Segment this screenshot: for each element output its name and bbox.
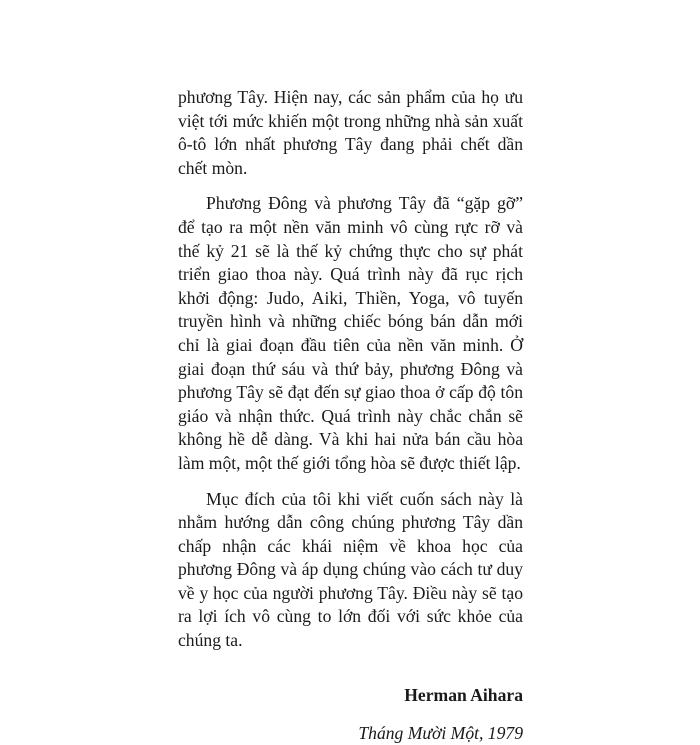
document-page: [178, 86, 523, 745]
author-signature: Herman Aihara: [404, 684, 523, 705]
paragraph-2: Phương Đông và phương Tây đã “gặp gỡ” để tạo ra một nền văn minh vô cùng rực rỡ và thế kỷ 21 sẽ là thế kỷ chứng thực cho sự phát triển giao thoa này. Quá trình này đã rục rịch khởi động: Judo, Aiki, Thiền, Yoga, vô tuyến truyền hình và những chiếc bóng bán dẫn mới chỉ là giai đoạn đầu tiên của nền văn minh. Ở giai đoạn thứ sáu và thứ bảy, phương Đông và phương Tây sẽ đạt đến sự giao thoa ở cấp độ tôn giáo và nhận thức. Quá trình này chắc chắn sẽ không hề dễ dàng. Và khi hai nửa bán cầu hòa làm một, một thế giới tổng hòa sẽ được thiết lập.: [178, 193, 523, 473]
paragraph-1: phương Tây. Hiện nay, các sản phẩm của họ ưu việt tới mức khiến một trong những nhà sản xuất ô-tô lớn nhất phương Tây đang phải chết dần chết mòn.: [178, 87, 523, 178]
paragraph-3: Mục đích của tôi khi viết cuốn sách này là nhằm hướng dẫn công chúng phương Tây dần chấp nhận các khái niệm về khoa học của phương Đông và áp dụng chúng vào cách tư duy về y học của người phương Tây. Điều này sẽ tạo ra lợi ích vô cùng to lớn đối với sức khỏe của chúng ta.: [178, 488, 523, 651]
signature-date: Tháng Mười Một, 1979: [358, 722, 523, 743]
